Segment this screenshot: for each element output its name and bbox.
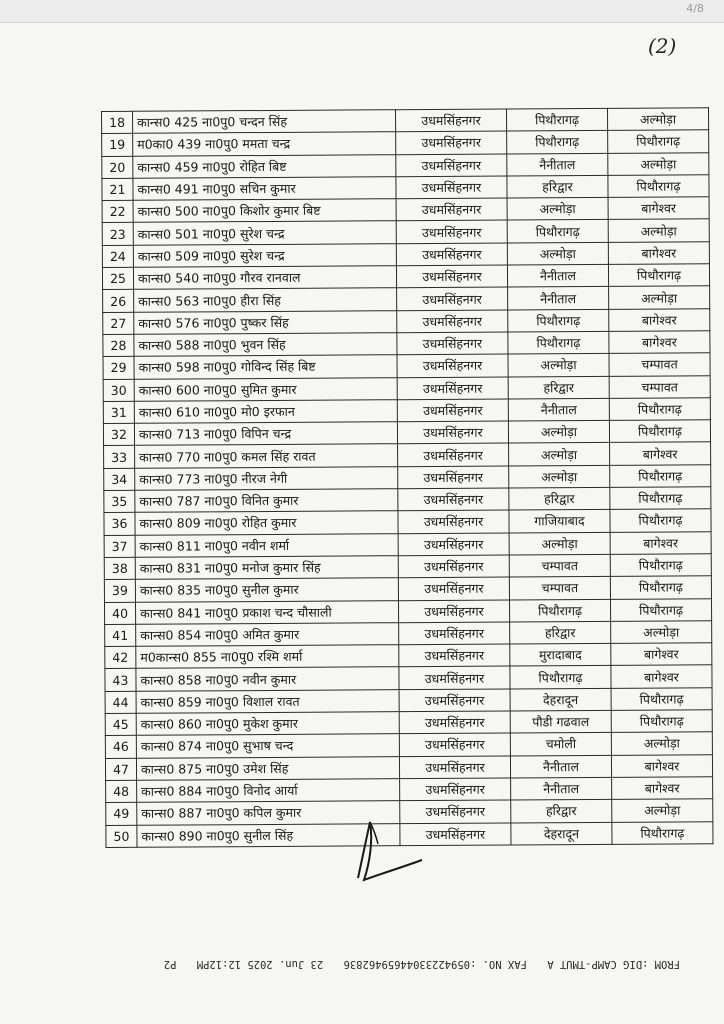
current-district-cell: उधमसिंहनगर — [399, 644, 510, 667]
name-cell: कान्स0 491 ना0पु0 सचिन कुमार — [133, 177, 396, 201]
home-district-cell: चमोली — [510, 733, 611, 756]
serial-number-cell: 35 — [104, 490, 135, 512]
home-district-cell: अल्मोड़ा — [508, 421, 609, 444]
home-district-cell: नैनीताल — [508, 398, 609, 421]
current-district-cell: उधमसिंहनगर — [396, 198, 507, 221]
name-cell: कान्स0 540 ना0पु0 गौरव रानवाल — [133, 266, 396, 290]
posting-district-cell: अल्मोड़ा — [611, 732, 712, 755]
posting-district-cell: बागेश्वर — [611, 665, 712, 688]
name-cell: कान्स0 770 ना0पु0 कमल सिंह रावत — [135, 444, 398, 468]
posting-district-cell: पिथौरागढ़ — [611, 710, 712, 733]
current-district-cell: उधमसिंहनगर — [399, 733, 510, 756]
home-district-cell: नैनीताल — [507, 264, 608, 287]
serial-number-cell: 49 — [106, 802, 137, 824]
current-district-cell: उधमसिंहनगर — [397, 287, 508, 310]
serial-number-cell: 28 — [103, 334, 134, 356]
serial-number-cell: 46 — [105, 736, 136, 758]
serial-number-cell: 41 — [105, 624, 136, 646]
name-cell: कान्स0 509 ना0पु0 सुरेश चन्द्र — [133, 243, 396, 267]
current-district-cell: उधमसिंहनगर — [399, 622, 510, 645]
serial-number-cell: 31 — [103, 401, 134, 423]
posting-district-cell: बागेश्वर — [609, 308, 710, 331]
serial-number-cell: 21 — [102, 178, 133, 200]
serial-number-cell: 29 — [103, 357, 134, 379]
home-district-cell: हरिद्वार — [509, 487, 610, 510]
posting-district-cell: पिथौरागढ़ — [610, 509, 711, 532]
home-district-cell: गाजियाबाद — [509, 510, 610, 533]
posting-district-cell: बागेश्वर — [611, 643, 712, 666]
name-cell: कान्स0 859 ना0पु0 विशाल रावत — [136, 689, 399, 713]
home-district-cell: पिथौरागढ़ — [509, 599, 610, 622]
current-district-cell: उधमसिंहनगर — [398, 600, 509, 623]
serial-number-cell: 37 — [104, 535, 135, 557]
home-district-cell: नैनीताल — [510, 755, 611, 778]
current-district-cell: उधमसिंहनगर — [396, 221, 507, 244]
serial-number-cell: 32 — [103, 423, 134, 445]
home-district-cell: नैनीताल — [507, 153, 608, 176]
current-district-cell: उधमसिंहनगर — [397, 421, 508, 444]
serial-number-cell: 19 — [102, 134, 133, 156]
posting-district-cell: बागेश्वर — [608, 197, 709, 220]
posting-district-cell: अल्मोड़ा — [609, 286, 710, 309]
name-cell: कान्स0 787 ना0पु0 विनित कुमार — [135, 489, 398, 513]
posting-district-cell: चम्पावत — [609, 375, 710, 398]
posting-district-cell: बागेश्वर — [612, 777, 713, 800]
name-cell: कान्स0 576 ना0पु0 पुष्कर सिंह — [134, 310, 397, 334]
viewer-top-bar — [0, 0, 724, 23]
name-cell: कान्स0 500 ना0पु0 किशोर कुमार बिष्ट — [133, 199, 396, 223]
posting-district-cell: पिथौरागढ़ — [610, 554, 711, 577]
serial-number-cell: 23 — [102, 223, 133, 245]
serial-number-cell: 39 — [104, 580, 135, 602]
home-district-cell: पिथौरागढ़ — [507, 131, 608, 154]
serial-number-cell: 20 — [102, 156, 133, 178]
name-cell: कान्स0 773 ना0पु0 नीरज नेगी — [135, 466, 398, 490]
fax-page: P2 — [163, 958, 177, 970]
serial-number-cell: 48 — [106, 780, 137, 802]
current-district-cell: उधमसिंहनगर — [399, 756, 510, 779]
posting-district-cell: पिथौरागढ़ — [610, 487, 711, 510]
posting-district-cell: पिथौरागढ़ — [608, 264, 709, 287]
current-district-cell: उधमसिंहनगर — [397, 310, 508, 333]
posting-district-cell: पिथौरागढ़ — [610, 576, 711, 599]
posting-district-cell: बागेश्वर — [610, 531, 711, 554]
serial-number-cell: 43 — [105, 669, 136, 691]
current-district-cell: उधमसिंहनगर — [398, 510, 509, 533]
current-district-cell: उधमसिंहनगर — [400, 823, 511, 846]
current-district-cell: उधमसिंहनगर — [396, 176, 507, 199]
home-district-cell: चम्पावत — [509, 577, 610, 600]
page-number: (2) — [648, 34, 677, 58]
home-district-cell: पिथौरागढ़ — [508, 331, 609, 354]
posting-district-cell: चम्पावत — [609, 353, 710, 376]
home-district-cell: चम्पावत — [509, 554, 610, 577]
serial-number-cell: 38 — [104, 557, 135, 579]
current-district-cell: उधमसिंहनगर — [399, 689, 510, 712]
posting-district-cell: पिथौरागढ़ — [612, 821, 713, 844]
current-district-cell: उधमसिंहनगर — [400, 800, 511, 823]
serial-number-cell: 24 — [102, 245, 133, 267]
home-district-cell: नैनीताल — [511, 777, 612, 800]
home-district-cell: अल्मोड़ा — [509, 465, 610, 488]
home-district-cell: हरिद्वार — [507, 175, 608, 198]
serial-number-cell: 44 — [105, 691, 136, 713]
home-district-cell: अल्मोड़ा — [507, 242, 608, 265]
home-district-cell: पिथौरागढ़ — [510, 666, 611, 689]
serial-number-cell: 42 — [105, 646, 136, 668]
current-district-cell: उधमसिंहनगर — [398, 443, 509, 466]
home-district-cell: हरिद्वार — [510, 621, 611, 644]
fax-transmission-header — [60, 958, 680, 970]
posting-district-cell: बागेश्वर — [608, 242, 709, 265]
home-district-cell: हरिद्वार — [511, 800, 612, 823]
current-district-cell: उधमसिंहनगर — [396, 131, 507, 154]
serial-number-cell: 33 — [104, 446, 135, 468]
fax-from: FROM :DIG CAMP-TMUT A — [547, 958, 680, 970]
name-cell: कान्स0 860 ना0पु0 मुकेश कुमार — [136, 712, 399, 736]
personnel-transfer-table — [101, 107, 713, 847]
posting-district-cell: पिथौरागढ़ — [610, 598, 711, 621]
personnel-table-wrapper — [101, 107, 685, 847]
posting-district-cell: अल्मोड़ा — [608, 219, 709, 242]
name-cell: कान्स0 713 ना0पु0 विपिन चन्द्र — [134, 422, 397, 446]
serial-number-cell: 30 — [103, 379, 134, 401]
home-district-cell: पौडी गढवाल — [510, 710, 611, 733]
name-cell: कान्स0 563 ना0पु0 हीरा सिंह — [134, 288, 397, 312]
home-district-cell: मुरादाबाद — [510, 644, 611, 667]
posting-district-cell: पिथौरागढ़ — [610, 465, 711, 488]
name-cell: कान्स0 425 ना0पु0 चन्दन सिंह — [133, 110, 396, 134]
name-cell: कान्स0 835 ना0पु0 सुनील कुमार — [135, 578, 398, 602]
name-cell: कान्स0 858 ना0पु0 नवीन कुमार — [136, 667, 399, 691]
home-district-cell: अल्मोड़ा — [509, 443, 610, 466]
serial-number-cell: 18 — [102, 111, 133, 133]
name-cell: कान्स0 600 ना0पु0 सुमित कुमार — [134, 377, 397, 401]
serial-number-cell: 34 — [104, 468, 135, 490]
current-district-cell: उधमसिंहनगर — [396, 243, 507, 266]
current-district-cell: उधमसिंहनगर — [396, 154, 507, 177]
fax-number: FAX NO. :05942233044659462836 — [343, 958, 527, 970]
current-district-cell: उधमसिंहनगर — [400, 778, 511, 801]
serial-number-cell: 47 — [105, 758, 136, 780]
posting-district-cell: अल्मोड़ा — [611, 621, 712, 644]
home-district-cell: अल्मोड़ा — [507, 198, 608, 221]
name-cell: कान्स0 884 ना0पु0 विनोद आर्या — [137, 779, 400, 803]
posting-district-cell: पिथौरागढ़ — [608, 175, 709, 198]
current-district-cell: उधमसिंहनगर — [398, 555, 509, 578]
home-district-cell: पिथौरागढ़ — [507, 220, 608, 243]
home-district-cell: नैनीताल — [508, 287, 609, 310]
name-cell: कान्स0 854 ना0पु0 अमित कुमार — [136, 623, 399, 647]
name-cell: कान्स0 588 ना0पु0 भुवन सिंह — [134, 333, 397, 357]
serial-number-cell: 26 — [103, 290, 134, 312]
name-cell: कान्स0 890 ना0पु0 सुनील सिंह — [137, 823, 400, 847]
current-district-cell: उधमसिंहनगर — [399, 666, 510, 689]
page-indicator: 4/8 — [686, 2, 704, 15]
name-cell: कान्स0 831 ना0पु0 मनोज कुमार सिंह — [135, 556, 398, 580]
home-district-cell: हरिद्वार — [508, 376, 609, 399]
name-cell: म0का0 439 ना0पु0 ममता चन्द्र — [133, 132, 396, 156]
serial-number-cell: 40 — [104, 602, 135, 624]
home-district-cell: देहरादून — [511, 822, 612, 845]
name-cell: म0कान्स0 855 ना0पु0 रश्मि शर्मा — [136, 645, 399, 669]
serial-number-cell: 27 — [103, 312, 134, 334]
home-district-cell: अल्मोड़ा — [508, 354, 609, 377]
posting-district-cell: बागेश्वर — [609, 331, 710, 354]
posting-district-cell: पिथौरागढ़ — [609, 420, 710, 443]
current-district-cell: उधमसिंहनगर — [398, 577, 509, 600]
home-district-cell: पिथौरागढ़ — [506, 108, 607, 131]
posting-district-cell: पिथौरागढ़ — [609, 398, 710, 421]
current-district-cell: उधमसिंहनगर — [397, 354, 508, 377]
name-cell: कान्स0 501 ना0पु0 सुरेश चन्द्र — [133, 221, 396, 245]
current-district-cell: उधमसिंहनगर — [397, 332, 508, 355]
name-cell: कान्स0 841 ना0पु0 प्रकाश चन्द चौसाली — [135, 600, 398, 624]
posting-district-cell: अल्मोड़ा — [608, 152, 709, 175]
serial-number-cell: 25 — [102, 267, 133, 289]
current-district-cell: उधमसिंहनगर — [398, 533, 509, 556]
name-cell: कान्स0 610 ना0पु0 मो0 इरफान — [134, 400, 397, 424]
posting-district-cell: बागेश्वर — [611, 754, 712, 777]
home-district-cell: पिथौरागढ़ — [508, 309, 609, 332]
posting-district-cell: बागेश्वर — [610, 442, 711, 465]
current-district-cell: उधमसिंहनगर — [396, 265, 507, 288]
serial-number-cell: 22 — [102, 200, 133, 222]
name-cell: कान्स0 809 ना0पु0 रोहित कुमार — [135, 511, 398, 535]
current-district-cell: उधमसिंहनगर — [398, 488, 509, 511]
name-cell: कान्स0 459 ना0पु0 रोहित बिष्ट — [133, 154, 396, 178]
name-cell: कान्स0 887 ना0पु0 कपिल कुमार — [137, 801, 400, 825]
current-district-cell: उधमसिंहनगर — [399, 711, 510, 734]
current-district-cell: उधमसिंहनगर — [395, 109, 506, 132]
serial-number-cell: 50 — [106, 825, 137, 847]
serial-number-cell: 36 — [104, 513, 135, 535]
serial-number-cell: 45 — [105, 713, 136, 735]
current-district-cell: उधमसिंहनगर — [398, 466, 509, 489]
posting-district-cell: पिथौरागढ़ — [611, 687, 712, 710]
name-cell: कान्स0 598 ना0पु0 गोविन्द सिंह बिष्ट — [134, 355, 397, 379]
name-cell: कान्स0 875 ना0पु0 उमेश सिंह — [136, 756, 399, 780]
handwritten-signature — [340, 800, 480, 900]
posting-district-cell: अल्मोड़ा — [607, 108, 708, 131]
fax-datetime: 23 Jun. 2025 12:12PM — [196, 958, 324, 970]
current-district-cell: उधमसिंहनगर — [397, 377, 508, 400]
home-district-cell: देहरादून — [510, 688, 611, 711]
name-cell: कान्स0 874 ना0पु0 सुभाष चन्द — [136, 734, 399, 758]
name-cell: कान्स0 811 ना0पु0 नवीन शर्मा — [135, 533, 398, 557]
posting-district-cell: पिथौरागढ़ — [608, 130, 709, 153]
home-district-cell: अल्मोड़ा — [509, 532, 610, 555]
current-district-cell: उधमसिंहनगर — [397, 399, 508, 422]
posting-district-cell: अल्मोड़ा — [612, 799, 713, 822]
